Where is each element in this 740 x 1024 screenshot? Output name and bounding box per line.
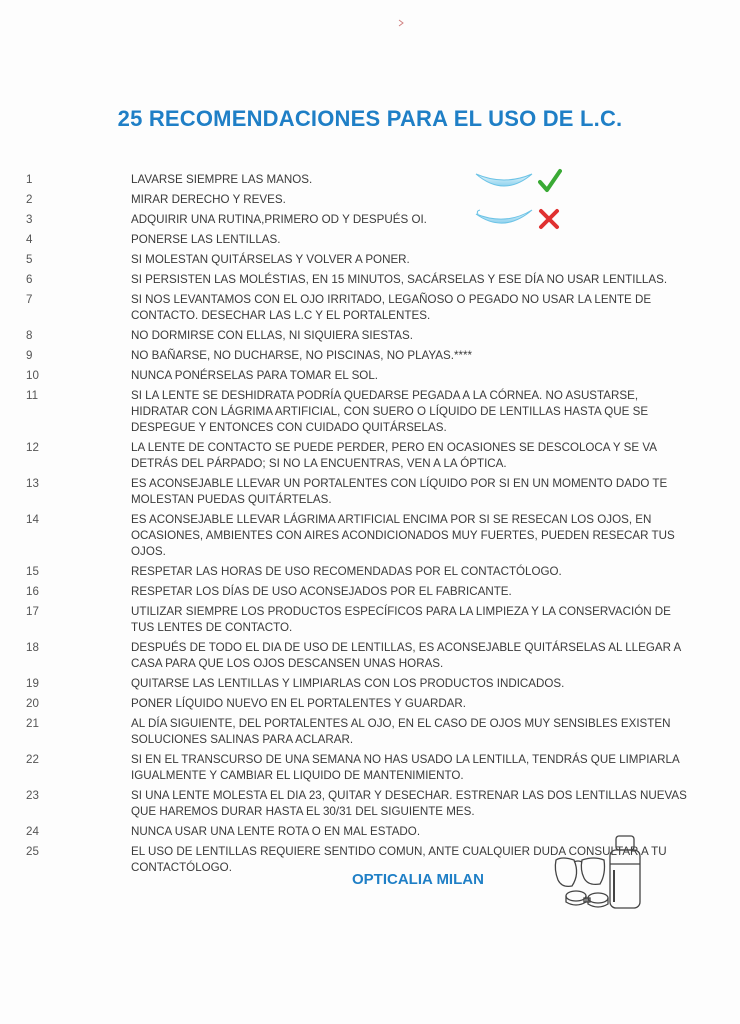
list-item xyxy=(26,752,688,784)
item-number: 16 xyxy=(26,585,39,598)
item-number: 12 xyxy=(26,441,39,454)
list-item xyxy=(26,192,688,208)
cross-icon xyxy=(538,208,560,235)
footer-brand: OPTICALIA MILAN xyxy=(352,871,484,888)
list-item xyxy=(26,440,688,472)
item-text: NO BAÑARSE, NO DUCHARSE, NO PISCINAS, NO PLAYAS.**** xyxy=(131,349,473,362)
item-number: 10 xyxy=(26,369,39,382)
item-text: NUNCA USAR UNA LENTE ROTA O EN MAL ESTADO. xyxy=(131,825,421,838)
item-text: NO DORMIRSE CON ELLAS, NI SIQUIERA SIESTAS. xyxy=(131,329,413,342)
item-text: SI NOS LEVANTAMOS CON EL OJO IRRITADO, LEGAÑOSO O PEGADO NO USAR LA LENTE DE CONTACTO. DESECHAR LAS L.C Y EL PORTALENTES. xyxy=(131,293,652,322)
item-text: LA LENTE DE CONTACTO SE PUEDE PERDER, PERO EN OCASIONES SE DESCOLOCA Y SE VA DETRÁS DEL PÁRPADO; SI NO LA ENCUENTRAS, VEN A LA ÓPTICA. xyxy=(131,441,657,470)
item-text: MIRAR DERECHO Y REVES. xyxy=(131,193,286,206)
item-number: 3 xyxy=(26,213,33,226)
list-item xyxy=(26,604,688,636)
item-text: SI UNA LENTE MOLESTA EL DIA 23, QUITAR Y DESECHAR. ESTRENAR LAS DOS LENTILLAS NUEVAS QUE HAREMOS DURAR HASTA EL 30/31 DEL SIGUIENTE MES. xyxy=(131,789,687,818)
item-number: 11 xyxy=(26,389,39,402)
list-item xyxy=(26,476,688,508)
list-item xyxy=(26,272,688,288)
list-item xyxy=(26,172,688,188)
list-item xyxy=(26,696,688,712)
item-text: ADQUIRIR UNA RUTINA,PRIMERO OD Y DESPUÉS OI. xyxy=(131,213,427,226)
item-number: 19 xyxy=(26,677,39,690)
list-item xyxy=(26,212,688,228)
item-number: 15 xyxy=(26,565,39,578)
item-text: DESPUÉS DE TODO EL DIA DE USO DE LENTILLAS, ES ACONSEJABLE QUITÁRSELAS AL LLEGAR A CASA PARA QUE LOS OJOS DESCANSEN UNAS HORAS. xyxy=(131,641,681,670)
list-item xyxy=(26,292,688,324)
page-title: 25 RECOMENDACIONES PARA EL USO DE L.C. xyxy=(117,106,623,131)
lens-correct-icon xyxy=(474,168,534,197)
item-number: 2 xyxy=(26,193,33,206)
list-item xyxy=(26,388,688,436)
check-icon xyxy=(538,168,562,199)
item-number: 8 xyxy=(26,329,33,342)
item-text: RESPETAR LAS HORAS DE USO RECOMENDADAS POR EL CONTACTÓLOGO. xyxy=(131,565,562,578)
list-item xyxy=(26,368,688,384)
list-item xyxy=(26,328,688,344)
item-number: 20 xyxy=(26,697,39,710)
list-item xyxy=(26,640,688,672)
item-number: 5 xyxy=(26,253,33,266)
item-text: NUNCA PONÉRSELAS PARA TOMAR EL SOL. xyxy=(131,369,378,382)
item-text: SI MOLESTAN QUITÁRSELAS Y VOLVER A PONER. xyxy=(131,253,410,266)
scan-mark xyxy=(398,14,404,22)
item-number: 22 xyxy=(26,753,39,766)
item-number: 25 xyxy=(26,845,39,858)
item-text: LAVARSE SIEMPRE LAS MANOS. xyxy=(131,173,313,186)
list-item xyxy=(26,252,688,268)
item-number: 21 xyxy=(26,717,39,730)
item-number: 4 xyxy=(26,233,33,246)
list-item xyxy=(26,788,688,820)
item-number: 23 xyxy=(26,789,39,802)
item-number: 9 xyxy=(26,349,33,362)
list-item xyxy=(26,584,688,600)
item-text: ES ACONSEJABLE LLEVAR LÁGRIMA ARTIFICIAL ENCIMA POR SI SE RESECAN LOS OJOS, EN OCASIONES, AMBIENTES CON AIRES ACONDICIONADOS MUY FUERTES, PUEDEN RESECAR TUS OJOS. xyxy=(131,513,675,558)
item-text: SI EN EL TRANSCURSO DE UNA SEMANA NO HAS USADO LA LENTILLA, TENDRÁS QUE LIMPIARLA IGUALMENTE Y CAMBIAR EL LIQUIDO DE MANTENIMIENTO. xyxy=(131,753,680,782)
list-item xyxy=(26,716,688,748)
item-number: 13 xyxy=(26,477,39,490)
list-item xyxy=(26,676,688,692)
contact-lens-kit-icon xyxy=(552,830,648,919)
item-number: 17 xyxy=(26,605,39,618)
item-text: SI PERSISTEN LAS MOLÉSTIAS, EN 15 MINUTOS, SACÁRSELAS Y ESE DÍA NO USAR LENTILLAS. xyxy=(131,273,668,286)
list-item xyxy=(26,232,688,248)
item-text: RESPETAR LOS DÍAS DE USO ACONSEJADOS POR EL FABRICANTE. xyxy=(131,585,512,598)
item-text: AL DÍA SIGUIENTE, DEL PORTALENTES AL OJO, EN EL CASO DE OJOS MUY SENSIBLES EXISTEN SOLUCIONES SALINAS PARA ACLARAR. xyxy=(131,717,671,746)
item-number: 7 xyxy=(26,293,33,306)
item-number: 14 xyxy=(26,513,39,526)
item-text: SI LA LENTE SE DESHIDRATA PODRÍA QUEDARSE PEGADA A LA CÓRNEA. NO ASUSTARSE, HIDRATAR CON LÁGRIMA ARTIFICIAL, CON SUERO O LÍQUIDO DE LENTILLAS HASTA QUE SE DESPEGUE Y ENTONCES CON CUIDADO QUITÁRSELAS. xyxy=(131,389,649,434)
list-item xyxy=(26,512,688,560)
lens-inverted-icon xyxy=(474,204,534,235)
item-number: 24 xyxy=(26,825,39,838)
item-text: UTILIZAR SIEMPRE LOS PRODUCTOS ESPECÍFICOS PARA LA LIMPIEZA Y LA CONSERVACIÓN DE TUS LENTES DE CONTACTO. xyxy=(131,605,671,634)
recommendations-list xyxy=(26,172,688,876)
list-item xyxy=(26,564,688,580)
item-text: QUITARSE LAS LENTILLAS Y LIMPIARLAS CON LOS PRODUCTOS INDICADOS. xyxy=(131,677,565,690)
item-number: 6 xyxy=(26,273,33,286)
item-text: PONERSE LAS LENTILLAS. xyxy=(131,233,281,246)
item-number: 1 xyxy=(26,173,33,186)
item-text: ES ACONSEJABLE LLEVAR UN PORTALENTES CON LÍQUIDO POR SI EN UN MOMENTO DADO TE MOLESTAN PUEDAS QUITÁRTELAS. xyxy=(131,477,668,506)
item-number: 18 xyxy=(26,641,39,654)
item-text: PONER LÍQUIDO NUEVO EN EL PORTALENTES Y GUARDAR. xyxy=(131,697,467,710)
item-text: EL USO DE LENTILLAS REQUIERE SENTIDO COMUN, ANTE CUALQUIER DUDA CONSULTAR A TU CONTACTÓLOGO. xyxy=(131,845,667,874)
list-item xyxy=(26,348,688,364)
